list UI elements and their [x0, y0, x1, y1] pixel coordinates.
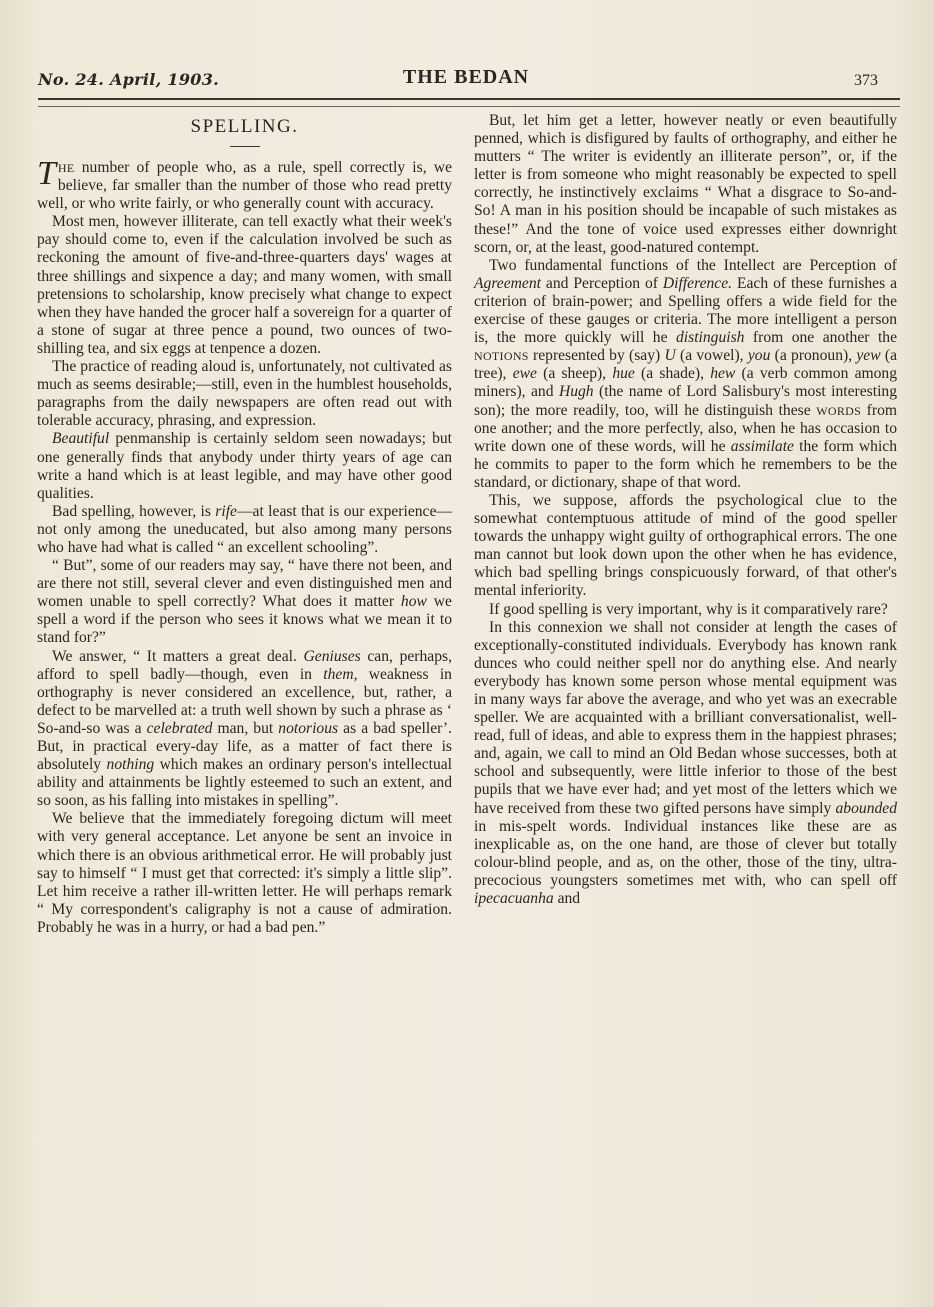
paragraph: We answer, “ It matters a great deal. Geniuses can, perhaps, afford to spell badly—though, even in them, weakness in orthography is never considered an excellence, but, rather, a defect to be marvelled at: a truth well shown by such a phrase as ‘ So-and-so was a celebrated man, but notorious as a bad speller’. But, in practical every-day life, as a matter of fact there is absolutely nothing which makes an ordinary person's intellectual ability and attainments be lightly esteemed to such an extent, and so soon, as his falling into mistakes in spelling”.: [37, 647, 453, 810]
article-title: SPELLING.: [190, 116, 299, 137]
left-column: [37, 112, 452, 937]
paragraph: THE number of people who, as a rule, spell correctly is, we believe, far smaller than the number of those who read pretty well, or who write fairly, or who generally count with accuracy.: [37, 155, 452, 213]
paragraph: Beautiful penmanship is certainly seldom seen nowadays; but one generally finds that anybody under thirty years of age can write a hand which is at least legible, and may have other good qualities.: [37, 430, 452, 502]
paragraph: Two fundamental functions of the Intellect are Perception of Agreement and Perception of Difference. Each of these furnishes a criterion of brain-power; and Spelling offers a wide field for the exercise of these gauges or criteria. The more intelligent a person is, the more quickly will he distinguish from one another the NOTIONS represented by (say) U (a vowel), you (a pronoun), yew (a tree), ewe (a sheep), hue (a shade), hew (a verb common among miners), and Hugh (the name of Lord Salisbury's most interesting son); the more readily, too, will he distinguish these WORDS from one another; and the more perfectly, also, when he has occasion to write down one of these words, will he assimilate the form which he commits to paper to the form which he remembers to be the standard, or dictionary, shape of that word.: [474, 256, 898, 491]
right-column: [474, 112, 897, 908]
issue-date: No. 24. April, 1903.: [38, 70, 219, 89]
paragraph: If good spelling is very important, why is it comparatively rare?: [489, 600, 888, 618]
paragraph: But, let him get a letter, however neatly or even beautifully penned, which is disfigured by faults of orthography, and either he mutters “ The writer is evidently an illiterate person”, or, if the letter is from someone who might reasonably be expected to spell correctly, he instinctively exclaims “ What a disgrace to So-and-So! A man in his position should be incapable of such mistakes as these!” And the tone of voice used expresses either downright scorn, or, at the least, good-natured contempt.: [474, 112, 897, 256]
paragraph: The practice of reading aloud is, unfortunately, not cultivated as much as seems desirable;—still, even in the humblest households, paragraphs from the daily newspapers are often read out with tolerable accuracy, phrasing, and expression.: [37, 358, 452, 430]
header-rule: [38, 98, 900, 107]
paragraph: “ But”, some of our readers may say, “ have there not been, and are there not still, several clever and even distinguished men and women unable to spell correctly? What does it matter how we spell a word if the person who sees it knows what we mean it to stand for?”: [37, 557, 452, 647]
page-number: 373: [854, 72, 878, 89]
magazine-title: THE BEDAN: [402, 66, 530, 88]
paragraph: Most men, however illiterate, can tell exactly what their week's pay should come to, even if the calculation involved be such as reckoning the amount of five-and-three-quarters days' wages at three shillings and sixpence a day; and many women, with small pretensions to scholarship, know precisely what change to expect when they have handed the grocer half a sovereign for a quarter of a stone of sugar at three pence a pound, two ounces of two-shilling tea, and six eggs at tenpence a dozen.: [37, 213, 452, 357]
paragraph: We believe that the immediately foregoing dictum will meet with very general acceptance. Let anyone be sent an invoice in which there is an obvious arithmetical error. He will probably just say to himself “ I must get that corrected: it's simply a little slip”. Let him receive a rather ill-written letter. He will perhaps remark “ My correspondent's caligraphy is not a cause of admiration. Probably he was in a hurry, or had a bad pen.”: [37, 810, 452, 936]
paragraph: This, we suppose, affords the psychological clue to the somewhat contemptuous attitude of mind of the good speller towards the unhappy wight guilty of orthographical errors. The one man cannot but look down upon the other when he has evidence, which bad spelling brings conspicuously forward, of that other's mental inferiority.: [474, 491, 897, 600]
paragraph: Bad spelling, however, is rife—at least that is our experience—not only among the uneducated, but also among many persons who have had what is called “ an excellent schooling”.: [37, 502, 452, 556]
title-divider: [230, 146, 260, 147]
drop-cap: T: [37, 155, 56, 192]
running-header: [38, 66, 894, 96]
paragraph: In this connexion we shall not consider at length the cases of exceptionally-constituted individuals. Everybody has known rank dunces who could neither spell nor do anything else. And nearly everybody has known some person whose mental equipment was in many ways far above the average, and who yet was an execrable speller. We are acquainted with a brilliant conversationalist, well-read, full of ideas, and able to express them in the happiest phrases; and, again, we call to mind an Old Bedan whose successes, both at school and subsequently, were little inferior to those of the best pupils that we have ever had; and yet most of the letters which we have received from these two gifted persons have simply abounded in mis-spelt words. Individual instances like these are as inexplicable as, on the one hand, are those of clever but totally colour-blind people, and as, on the other, those of the tiny, ultra-precocious youngsters sometimes met with, who can spell off ipecacuanha and: [474, 618, 897, 908]
